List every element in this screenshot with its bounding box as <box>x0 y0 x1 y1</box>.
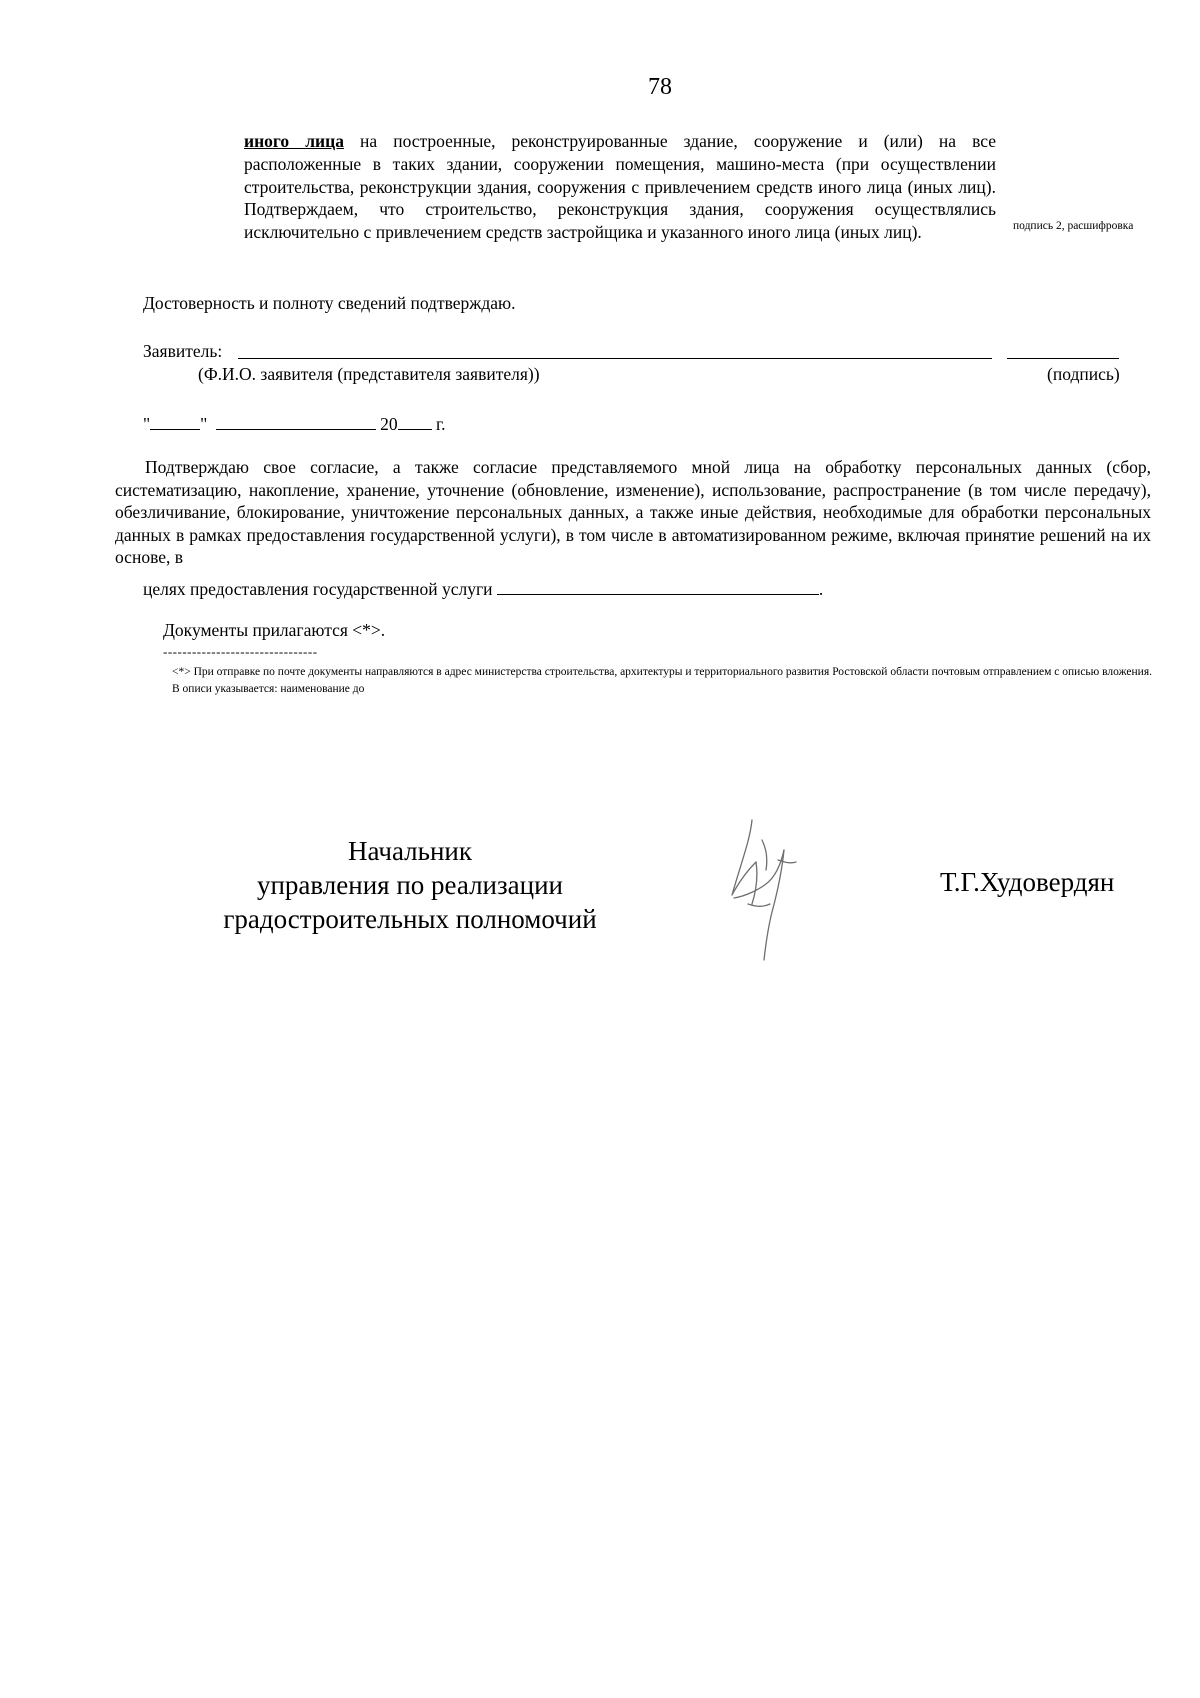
date-year-field[interactable] <box>398 411 432 430</box>
signatory-title-line-3: градостроительных полномочий <box>223 904 597 934</box>
handwritten-signature <box>722 800 822 970</box>
signatory-title-line-2: управления по реализации <box>256 870 563 900</box>
date-day-field[interactable] <box>150 411 200 430</box>
developer-statement-paragraph <box>244 130 996 244</box>
page-number: 78 <box>648 74 672 100</box>
applicant-signature-field[interactable] <box>1007 338 1119 359</box>
statement-text: на построенные, реконструированные здание, сооружение и (или) на все расположенные в таких здании, сооружении помещения, машино-места (при осуществлении строительства, реконструкции здания, сооружения с привлечением средств иного лица (иных лиц). Подтверждаем, что строительство, реконструкция здания, сооружения осуществлялись исключительно с привлечением средств застройщика и указанного иного лица (иных лиц). <box>244 131 996 243</box>
applicant-name-field[interactable] <box>238 338 992 359</box>
footnote-text: <*> При отправке по почте документы направляются в адрес министерства строительства, архитектуры и территориального развития Ростовской области почтовым отправлением с описью вложения. В описи указывается: наименование до <box>172 666 1152 695</box>
footnote-rule: -------------------------------- <box>163 644 318 659</box>
signatory-name: Т.Г.Худовердян <box>940 867 1115 897</box>
purpose-line <box>143 576 823 600</box>
year-suffix: г. <box>435 414 446 434</box>
applicant-name-caption: (Ф.И.О. заявителя (представителя заявителя)) <box>198 364 540 384</box>
purpose-prefix: целях предоставления государственной услуги <box>143 579 493 599</box>
consent-paragraph: Подтверждаю свое согласие, а также согласие представляемого мной лица на обработку персональных данных (сбор, систематизацию, накопление, хранение, уточнение (обновление, изменение), использование, распространение (в том числе передачу), обезличивание, блокирование, уничтожение персональных данных, а также иные действия, необходимые для обработки персональных данных в рамках предоставления государственной услуги), в том числе в автоматизированном режиме, включая принятие решений на их основе, в <box>115 457 1151 568</box>
date-month-field[interactable] <box>216 411 376 430</box>
signature-2-note: подпись 2, расшифровка <box>1013 220 1134 232</box>
signatory-title <box>190 834 630 936</box>
date-line <box>143 411 446 435</box>
attachments-text: Документы прилагаются <*>. <box>163 620 386 640</box>
signature-caption: (подпись) <box>1047 364 1120 384</box>
applicant-label: Заявитель: <box>143 341 223 361</box>
signatory-title-line-1: Начальник <box>347 836 472 866</box>
confirm-text: Достоверность и полноту сведений подтверждаю. <box>143 293 516 313</box>
purpose-field[interactable] <box>497 576 819 595</box>
quote-close: " <box>200 414 208 434</box>
purpose-end: . <box>818 579 824 599</box>
bold-lead: иного лица <box>244 131 344 151</box>
year-prefix: 20 <box>380 414 398 434</box>
quote-open: " <box>143 414 151 434</box>
